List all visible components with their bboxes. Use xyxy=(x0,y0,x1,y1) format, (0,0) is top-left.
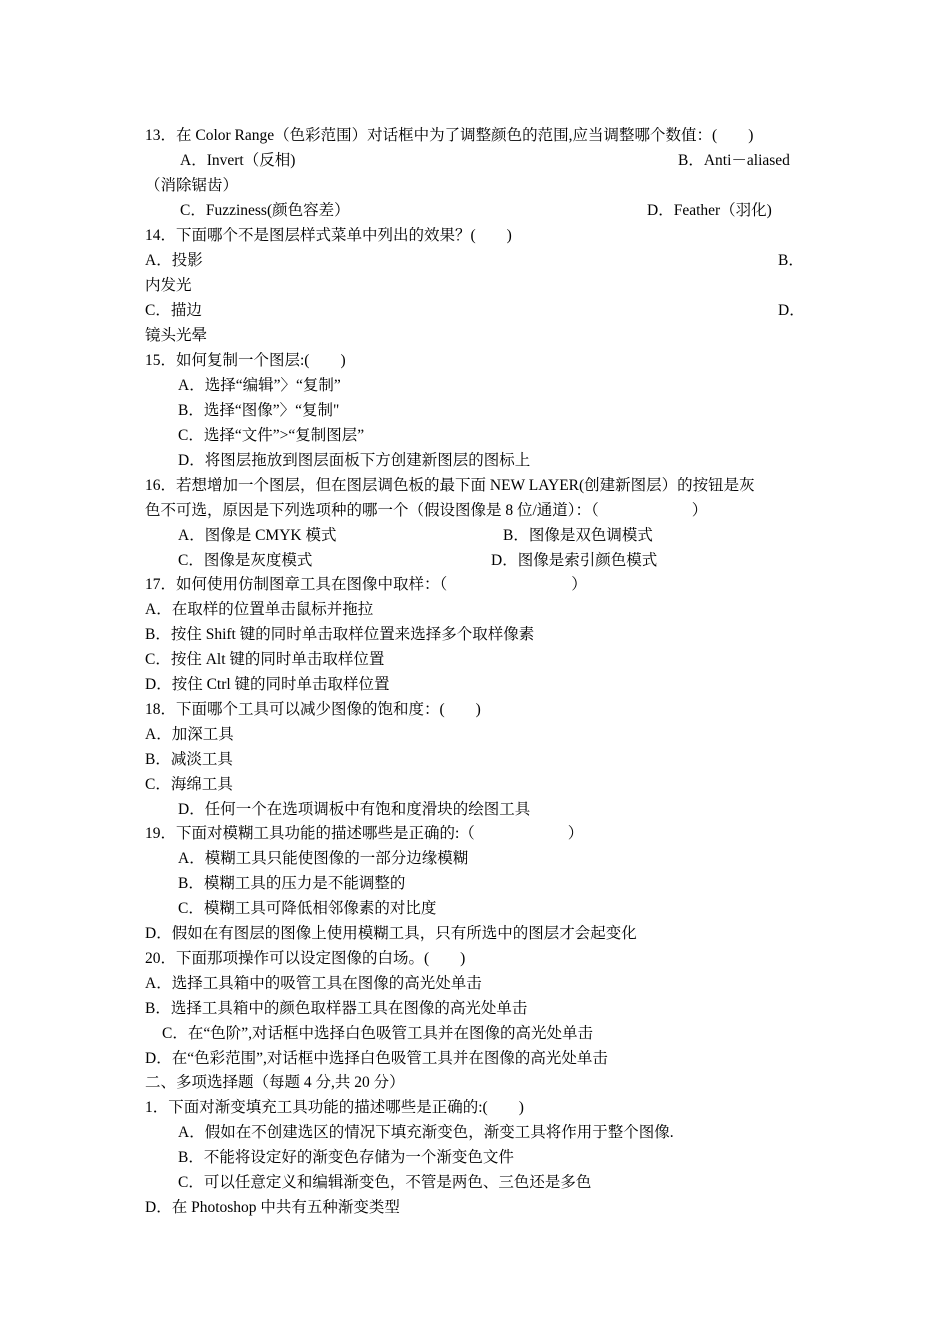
q17-option-d: D．按住 Ctrl 键的同时单击取样位置 xyxy=(145,676,390,693)
q16-option-c: C．图像是灰度模式 xyxy=(178,552,313,569)
q20-option-c: C．在“色阶”,对话框中选择白色吸管工具并在图像的高光处单击 xyxy=(162,1025,593,1042)
question-15: 15．如何复制一个图层:( ) xyxy=(145,352,346,369)
question-16-cont: 色不可选，原因是下列选项种的哪一个（假设图像是 8 位/通道）：（ ） xyxy=(145,502,708,519)
q19-option-b: B．模糊工具的压力是不能调整的 xyxy=(178,875,406,892)
q17-option-c: C．按住 Alt 键的同时单击取样位置 xyxy=(145,651,385,668)
q19-option-a: A．模糊工具只能使图像的一部分边缘模糊 xyxy=(178,850,469,867)
question-17: 17．如何使用仿制图章工具在图像中取样：（ ） xyxy=(145,576,587,593)
mc-q1-option-d: D．在 Photoshop 中共有五种渐变类型 xyxy=(145,1199,400,1216)
question-13: 13．在 Color Range（色彩范围）对话框中为了调整颜色的范围,应当调整哪个数值：( ) xyxy=(145,127,754,144)
mc-q1-option-a: A．假如在不创建选区的情况下填充渐变色，渐变工具将作用于整个图像. xyxy=(178,1124,674,1141)
q15-option-b: B．选择“图像”〉“复制" xyxy=(178,402,340,419)
q20-option-a: A．选择工具箱中的吸管工具在图像的高光处单击 xyxy=(145,975,482,992)
q14-option-c: C．描边 xyxy=(145,302,202,319)
q19-option-c: C．模糊工具可降低相邻像素的对比度 xyxy=(178,900,437,917)
q14-option-d-cont: 镜头光晕 xyxy=(145,327,208,344)
q17-option-a: A．在取样的位置单击鼠标并拖拉 xyxy=(145,601,374,618)
q14-option-a: A．投影 xyxy=(145,252,203,269)
section-heading-multiple-choice: 二、多项选择题（每题 4 分,共 20 分） xyxy=(145,1074,405,1091)
q13-option-b-cont: （消除锯齿） xyxy=(145,177,239,194)
question-14: 14．下面哪个不是图层样式菜单中列出的效果？( ) xyxy=(145,227,512,244)
question-16: 16．若想增加一个图层，但在图层调色板的最下面 NEW LAYER(创建新图层）的按钮是灰 xyxy=(145,477,755,494)
q20-option-d: D．在“色彩范围”,对话框中选择白色吸管工具并在图像的高光处单击 xyxy=(145,1050,608,1067)
q18-option-a: A．加深工具 xyxy=(145,726,234,743)
q18-option-c: C．海绵工具 xyxy=(145,776,233,793)
question-20: 20．下面那项操作可以设定图像的白场。( ) xyxy=(145,950,466,967)
mc-q1-option-b: B．不能将设定好的渐变色存储为一个渐变色文件 xyxy=(178,1149,514,1166)
q13-option-d: D．Feather（羽化) xyxy=(647,202,772,219)
q13-option-b: B．Anti－aliased xyxy=(678,152,790,169)
mc-question-1: 1．下面对渐变填充工具功能的描述哪些是正确的:( ) xyxy=(145,1099,524,1116)
q14-option-b-cont: 内发光 xyxy=(145,277,192,294)
q20-option-b: B．选择工具箱中的颜色取样器工具在图像的高光处单击 xyxy=(145,1000,528,1017)
mc-q1-option-c: C．可以任意定义和编辑渐变色，不管是两色、三色还是多色 xyxy=(178,1174,592,1191)
q16-option-d: D．图像是索引颜色模式 xyxy=(491,552,658,569)
q18-option-b: B．减淡工具 xyxy=(145,751,233,768)
q16-option-a: A．图像是 CMYK 模式 xyxy=(178,527,337,544)
question-19: 19．下面对模糊工具功能的描述哪些是正确的:（ ） xyxy=(145,825,584,842)
q15-option-d: D．将图层拖放到图层面板下方创建新图层的图标上 xyxy=(178,452,531,469)
q13-option-a: A．Invert（反相) xyxy=(180,152,296,169)
q19-option-d: D．假如在有图层的图像上使用模糊工具，只有所选中的图层才会起变化 xyxy=(145,925,637,942)
q15-option-c: C．选择“文件”>“复制图层” xyxy=(178,427,365,444)
q14-option-b: B． xyxy=(778,252,804,269)
q14-option-d: D． xyxy=(778,302,805,319)
q13-option-c: C．Fuzziness(颜色容差） xyxy=(180,202,350,219)
q17-option-b: B．按住 Shift 键的同时单击取样位置来选择多个取样像素 xyxy=(145,626,535,643)
question-18: 18．下面哪个工具可以减少图像的饱和度：( ) xyxy=(145,701,481,718)
q16-option-b: B．图像是双色调模式 xyxy=(503,527,653,544)
q18-option-d: D．任何一个在选项调板中有饱和度滑块的绘图工具 xyxy=(178,801,531,818)
q15-option-a: A．选择“编辑”〉“复制” xyxy=(178,377,341,394)
